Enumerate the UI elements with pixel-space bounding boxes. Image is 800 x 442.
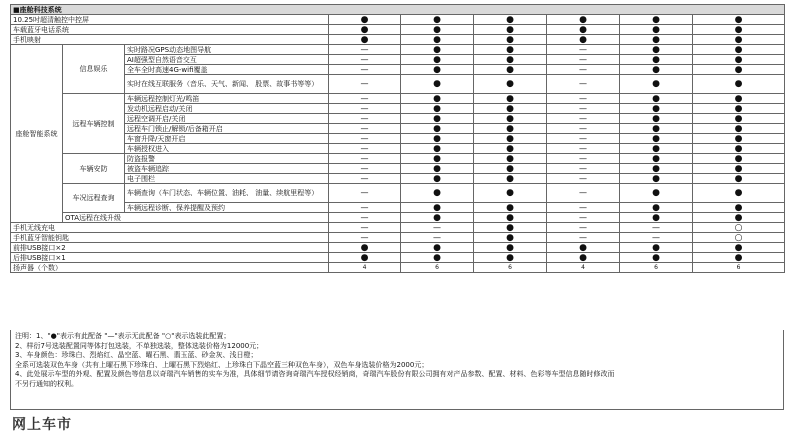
value-cell: — <box>547 65 620 75</box>
table-row <box>11 203 785 213</box>
value-cell: — <box>329 55 401 65</box>
value-cell: ● <box>693 94 785 104</box>
table-row <box>11 65 785 75</box>
value-cell: ● <box>693 114 785 124</box>
value-cell: — <box>401 223 474 233</box>
value-cell: ● <box>620 65 693 75</box>
value-cell: ● <box>474 154 547 164</box>
value-cell: 4 <box>547 263 620 273</box>
row-label: 后排USB接口×1 <box>11 253 329 263</box>
table-row <box>11 184 785 203</box>
value-cell: ● <box>401 75 474 94</box>
value-cell: ● <box>620 114 693 124</box>
value-cell: ● <box>329 25 401 35</box>
row-label: 车辆授权进入 <box>125 144 329 154</box>
table-row <box>11 45 785 55</box>
value-cell: — <box>329 213 401 223</box>
value-cell: 6 <box>401 263 474 273</box>
value-cell: ● <box>474 114 547 124</box>
section-header-row <box>11 5 785 15</box>
table-row <box>11 253 785 263</box>
value-cell: ● <box>620 243 693 253</box>
row-label: 实时在线互联服务（音乐、天气、新闻、 股票、故事书等等） <box>125 75 329 94</box>
value-cell: — <box>547 104 620 114</box>
row-label: 手机映射 <box>11 35 329 45</box>
value-cell: ● <box>474 75 547 94</box>
value-cell: ● <box>401 164 474 174</box>
value-cell: ○ <box>693 223 785 233</box>
value-cell: ● <box>401 213 474 223</box>
value-cell: ● <box>547 253 620 263</box>
row-label: 电子围栏 <box>125 174 329 184</box>
row-label: 实时路况GPS动态地图导航 <box>125 45 329 55</box>
value-cell: — <box>329 134 401 144</box>
value-cell: ● <box>620 154 693 164</box>
value-cell: — <box>547 134 620 144</box>
value-cell: ● <box>401 184 474 203</box>
value-cell: ● <box>401 45 474 55</box>
table-row <box>11 223 785 233</box>
value-cell: 6 <box>474 263 547 273</box>
value-cell: — <box>547 184 620 203</box>
row-label: 防盗报警 <box>125 154 329 164</box>
note-line: 不另行通知的权利。 <box>15 379 78 388</box>
row-label: 被盗车辆追踪 <box>125 164 329 174</box>
value-cell: ● <box>474 144 547 154</box>
value-cell: ● <box>474 15 547 25</box>
row-label: 前排USB接口×2 <box>11 243 329 253</box>
value-cell: ● <box>620 25 693 35</box>
row-label: 远程车门锁止/解锁/后备箱开启 <box>125 124 329 134</box>
value-cell: ● <box>474 243 547 253</box>
value-cell: ● <box>401 203 474 213</box>
value-cell: — <box>547 174 620 184</box>
value-cell: ● <box>474 104 547 114</box>
value-cell: — <box>329 104 401 114</box>
value-cell: ● <box>401 243 474 253</box>
value-cell: ● <box>693 213 785 223</box>
value-cell: ● <box>401 25 474 35</box>
value-cell: — <box>329 184 401 203</box>
value-cell: ● <box>401 154 474 164</box>
value-cell: ● <box>693 35 785 45</box>
value-cell: — <box>620 223 693 233</box>
value-cell: ● <box>329 253 401 263</box>
row-label: 远程空调开启/关闭 <box>125 114 329 124</box>
value-cell: ● <box>401 134 474 144</box>
value-cell: ● <box>474 164 547 174</box>
spec-table-wrap <box>10 4 784 273</box>
value-cell: ● <box>693 124 785 134</box>
value-cell: ● <box>401 174 474 184</box>
value-cell: ● <box>547 15 620 25</box>
table-row <box>11 164 785 174</box>
table-row <box>11 15 785 25</box>
row-label: 10.25吋超清触控中控屏 <box>11 15 329 25</box>
value-cell: — <box>547 75 620 94</box>
note-line: 2、样衍7号选装配置同等体打包选装，不单独选装，整体选装价格为12000元； <box>15 341 264 350</box>
value-cell: ● <box>474 45 547 55</box>
value-cell: — <box>547 124 620 134</box>
table-row <box>11 154 785 164</box>
row-label: 全车全时高速4G-wifi覆盖 <box>125 65 329 75</box>
row-label: 车窗升降/天窗开启 <box>125 134 329 144</box>
value-cell: ● <box>620 203 693 213</box>
value-cell: ● <box>620 55 693 65</box>
note-line: 注明：1、"●"表示有此配备 "—"表示无此配备 "○"表示选装此配置； <box>15 332 231 340</box>
value-cell: — <box>547 114 620 124</box>
value-cell: ● <box>401 15 474 25</box>
value-cell: ● <box>693 55 785 65</box>
value-cell: ● <box>620 144 693 154</box>
value-cell: ● <box>693 184 785 203</box>
value-cell: ● <box>620 253 693 263</box>
value-cell: ● <box>693 75 785 94</box>
value-cell: — <box>329 233 401 243</box>
value-cell: ● <box>474 184 547 203</box>
value-cell: — <box>547 154 620 164</box>
table-row <box>11 263 785 273</box>
value-cell: ● <box>329 243 401 253</box>
row-label: 发动机远程启动/关闭 <box>125 104 329 114</box>
value-cell: ● <box>620 164 693 174</box>
value-cell: ● <box>693 164 785 174</box>
row-label: OTA远程在线升级 <box>63 213 329 223</box>
value-cell: ● <box>401 35 474 45</box>
value-cell: ● <box>547 35 620 45</box>
value-cell: ● <box>693 253 785 263</box>
value-cell: ● <box>329 15 401 25</box>
group-label-info: 信息娱乐 <box>63 45 125 94</box>
value-cell: ● <box>620 213 693 223</box>
value-cell: — <box>329 203 401 213</box>
value-cell: ● <box>547 25 620 35</box>
table-row <box>11 124 785 134</box>
group-label-security: 车辆安防 <box>63 154 125 184</box>
value-cell: ● <box>329 35 401 45</box>
value-cell: ● <box>401 144 474 154</box>
value-cell: ● <box>693 154 785 164</box>
value-cell: — <box>547 94 620 104</box>
value-cell: ● <box>693 45 785 55</box>
value-cell: ● <box>474 233 547 243</box>
value-cell: — <box>329 144 401 154</box>
value-cell: ● <box>693 15 785 25</box>
table-row <box>11 144 785 154</box>
value-cell: ● <box>693 243 785 253</box>
value-cell: ● <box>474 94 547 104</box>
note-line: 4、此处展示车型的外观、配置及颜色等信息以奇瑞汽车销售的实车为准，具体细节请咨询奇瑞汽车授权经销商，奇瑞汽车股份有限公司拥有对产品参数、配置、材料、色彩等车型信息随时修改而 <box>15 370 615 378</box>
value-cell: ● <box>693 134 785 144</box>
value-cell: ● <box>620 35 693 45</box>
value-cell: ● <box>474 213 547 223</box>
brand-watermark: 网上车市 <box>12 417 72 433</box>
table-row <box>11 94 785 104</box>
value-cell: ● <box>693 144 785 154</box>
value-cell: ● <box>474 124 547 134</box>
value-cell: ● <box>474 55 547 65</box>
row-label: AI超强型自然语音交互 <box>125 55 329 65</box>
table-row <box>11 134 785 144</box>
value-cell: — <box>329 223 401 233</box>
value-cell: ● <box>401 94 474 104</box>
value-cell: ● <box>620 184 693 203</box>
value-cell: — <box>547 144 620 154</box>
value-cell: ● <box>401 253 474 263</box>
note-line: 3、车身颜色：珍珠白、烈焰红、晶空蓝、曜石黑、翡玉蓝、砂金灰、浅日橙； <box>15 351 258 359</box>
value-cell: — <box>329 114 401 124</box>
group-label-status: 车况远程查询 <box>63 184 125 213</box>
table-row <box>11 174 785 184</box>
value-cell: — <box>547 203 620 213</box>
table-row <box>11 35 785 45</box>
value-cell: — <box>329 94 401 104</box>
value-cell: ● <box>620 75 693 94</box>
row-label: 扬声器（个数） <box>11 263 329 273</box>
value-cell: ● <box>401 65 474 75</box>
value-cell: 6 <box>693 263 785 273</box>
value-cell: — <box>620 233 693 243</box>
value-cell: ● <box>401 124 474 134</box>
row-label: 车辆远程诊断、保养提醒及预约 <box>125 203 329 213</box>
value-cell: — <box>329 45 401 55</box>
value-cell: — <box>547 223 620 233</box>
value-cell: — <box>329 75 401 94</box>
value-cell: — <box>329 154 401 164</box>
row-label: 车载蓝牙电话系统 <box>11 25 329 35</box>
value-cell: ● <box>474 35 547 45</box>
group-label-remote: 远程车辆控制 <box>63 94 125 154</box>
value-cell: ● <box>620 104 693 114</box>
value-cell: ● <box>693 174 785 184</box>
value-cell: — <box>401 233 474 243</box>
value-cell: ● <box>693 25 785 35</box>
value-cell: — <box>329 174 401 184</box>
value-cell: — <box>329 164 401 174</box>
value-cell: ● <box>474 253 547 263</box>
value-cell: 6 <box>620 263 693 273</box>
table-row <box>11 243 785 253</box>
row-label: 车辆远程控制灯光/鸣笛 <box>125 94 329 104</box>
table-row <box>11 213 785 223</box>
value-cell: ● <box>547 243 620 253</box>
spec-table <box>10 4 785 273</box>
value-cell: ● <box>620 45 693 55</box>
table-row <box>11 75 785 94</box>
value-cell: ● <box>620 174 693 184</box>
table-row <box>11 114 785 124</box>
value-cell: ● <box>474 65 547 75</box>
value-cell: ● <box>474 174 547 184</box>
value-cell: ● <box>693 203 785 213</box>
value-cell: — <box>547 45 620 55</box>
note-line: 全系可选装双色车身（共有上曜石黑下珍珠白、上曜石黑下烈焰红、上珍珠白下晶空蓝三种双色车身），双色车身选装价格为2000元； <box>15 360 429 369</box>
value-cell: ● <box>401 104 474 114</box>
value-cell: ● <box>693 104 785 114</box>
row-label: 手机无线充电 <box>11 223 329 233</box>
value-cell: ● <box>474 203 547 213</box>
value-cell: — <box>547 164 620 174</box>
value-cell: ● <box>474 134 547 144</box>
value-cell: — <box>547 213 620 223</box>
value-cell: — <box>547 55 620 65</box>
value-cell: ● <box>620 94 693 104</box>
value-cell: — <box>329 65 401 75</box>
section-title: ■座舱科技系统 <box>11 5 785 15</box>
row-label: 车辆查询（车门状态、车辆位置、油耗、 油量、续航里程等） <box>125 184 329 203</box>
table-row <box>11 25 785 35</box>
value-cell: ● <box>474 25 547 35</box>
value-cell: ● <box>693 65 785 75</box>
value-cell: ● <box>401 55 474 65</box>
group-label-cockpit: 座舱智能系统 <box>11 45 63 223</box>
value-cell: — <box>329 124 401 134</box>
value-cell: — <box>547 233 620 243</box>
notes-box <box>10 330 784 410</box>
value-cell: ● <box>401 114 474 124</box>
value-cell: ● <box>620 15 693 25</box>
row-label: 手机蓝牙智能钥匙 <box>11 233 329 243</box>
value-cell: ○ <box>693 233 785 243</box>
value-cell: ● <box>620 134 693 144</box>
value-cell: ● <box>620 124 693 134</box>
table-row <box>11 55 785 65</box>
value-cell: 4 <box>329 263 401 273</box>
value-cell: ● <box>474 223 547 233</box>
table-row <box>11 233 785 243</box>
table-row <box>11 104 785 114</box>
